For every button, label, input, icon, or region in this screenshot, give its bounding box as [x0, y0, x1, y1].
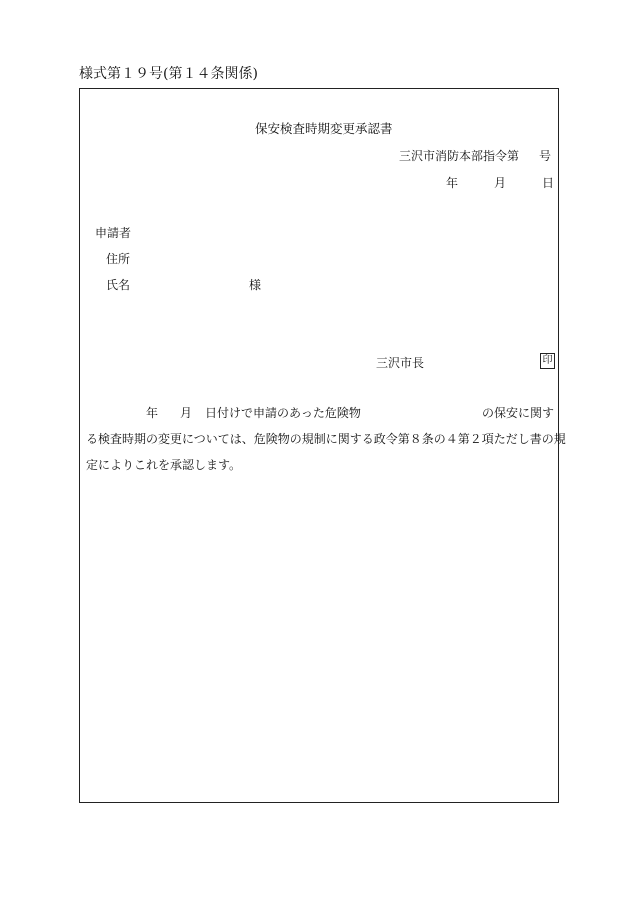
body-year: 年	[146, 406, 159, 420]
form-number: 様式第１９号(第１４条関係)	[79, 66, 258, 82]
date-month: 月	[494, 176, 507, 190]
document-number-suffix: 号	[539, 149, 552, 163]
body-line2: る検査時期の変更については、危険物の規制に関する政令第８条の４第２項ただし書の規	[86, 432, 566, 446]
body-line1-middle: 日付けで申請のあった危険物	[205, 406, 361, 420]
name-label: 氏名	[106, 278, 131, 292]
document-number-prefix: 三沢市消防本部指令第	[399, 149, 520, 163]
applicant-label: 申請者	[95, 226, 132, 240]
issuer-title: 三沢市長	[376, 356, 425, 370]
issue-date	[446, 176, 554, 190]
document-number	[399, 149, 551, 163]
date-year: 年	[446, 176, 459, 190]
body-month: 月	[180, 406, 193, 420]
document-title: 保安検査時期変更承認書	[255, 121, 393, 136]
body-line3: 定によりこれを承認します。	[86, 458, 242, 472]
date-day: 日	[542, 176, 555, 190]
body-line1-end: の保安に関す	[482, 406, 555, 420]
honorific: 様	[249, 278, 262, 292]
seal-box: 印	[540, 353, 555, 369]
address-label: 住所	[106, 252, 131, 266]
